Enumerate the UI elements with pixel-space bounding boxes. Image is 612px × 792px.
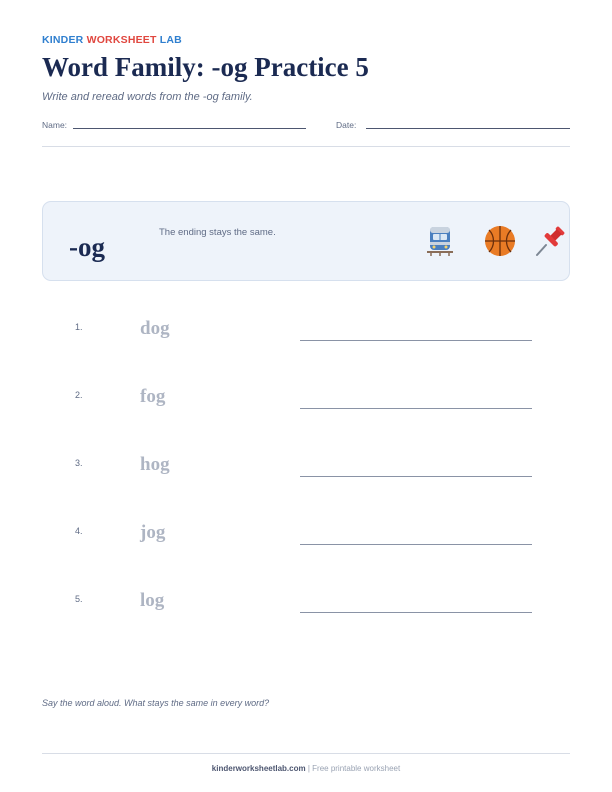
word-family-card bbox=[42, 201, 570, 281]
footer-divider bbox=[42, 753, 570, 754]
brand-part-kinder: KINDER bbox=[42, 34, 84, 46]
row-number: 1. bbox=[75, 322, 83, 332]
brand-part-worksheet: WORKSHEET bbox=[86, 34, 157, 46]
date-field[interactable] bbox=[366, 128, 570, 129]
trace-word: fog bbox=[140, 386, 166, 407]
writing-line[interactable] bbox=[300, 340, 532, 341]
family-ending: -og bbox=[69, 232, 105, 262]
footer-separator: | bbox=[305, 764, 313, 773]
trace-word: log bbox=[140, 590, 165, 611]
page-title: Word Family: -og Practice 5 bbox=[42, 52, 369, 82]
writing-line[interactable] bbox=[300, 612, 532, 613]
pushpin-icon bbox=[533, 224, 567, 258]
header-divider bbox=[42, 146, 570, 147]
page-subtitle: Write and reread words from the -og family. bbox=[42, 91, 253, 103]
row-number: 3. bbox=[75, 458, 83, 468]
footer-note: Free printable worksheet bbox=[312, 764, 401, 773]
trace-word: jog bbox=[140, 522, 166, 543]
writing-line[interactable] bbox=[300, 476, 532, 477]
reading-prompt: Say the word aloud. What stays the same in every word? bbox=[42, 698, 270, 708]
row-number: 5. bbox=[75, 594, 83, 604]
writing-line[interactable] bbox=[300, 544, 532, 545]
row-number: 2. bbox=[75, 390, 83, 400]
name-label: Name: bbox=[42, 120, 68, 130]
writing-line[interactable] bbox=[300, 408, 532, 409]
basketball-icon bbox=[483, 224, 517, 258]
trace-word: dog bbox=[140, 318, 170, 339]
family-note: The ending stays the same. bbox=[159, 227, 276, 238]
footer bbox=[0, 764, 612, 773]
name-field[interactable] bbox=[73, 128, 306, 129]
footer-site-link[interactable]: kinderworksheetlab.com bbox=[211, 764, 306, 773]
brand-part-lab: LAB bbox=[159, 34, 182, 46]
train-icon bbox=[423, 224, 457, 258]
trace-word: hog bbox=[140, 454, 170, 475]
brand-logo bbox=[42, 34, 182, 46]
date-label: Date: bbox=[336, 120, 357, 130]
row-number: 4. bbox=[75, 526, 83, 536]
